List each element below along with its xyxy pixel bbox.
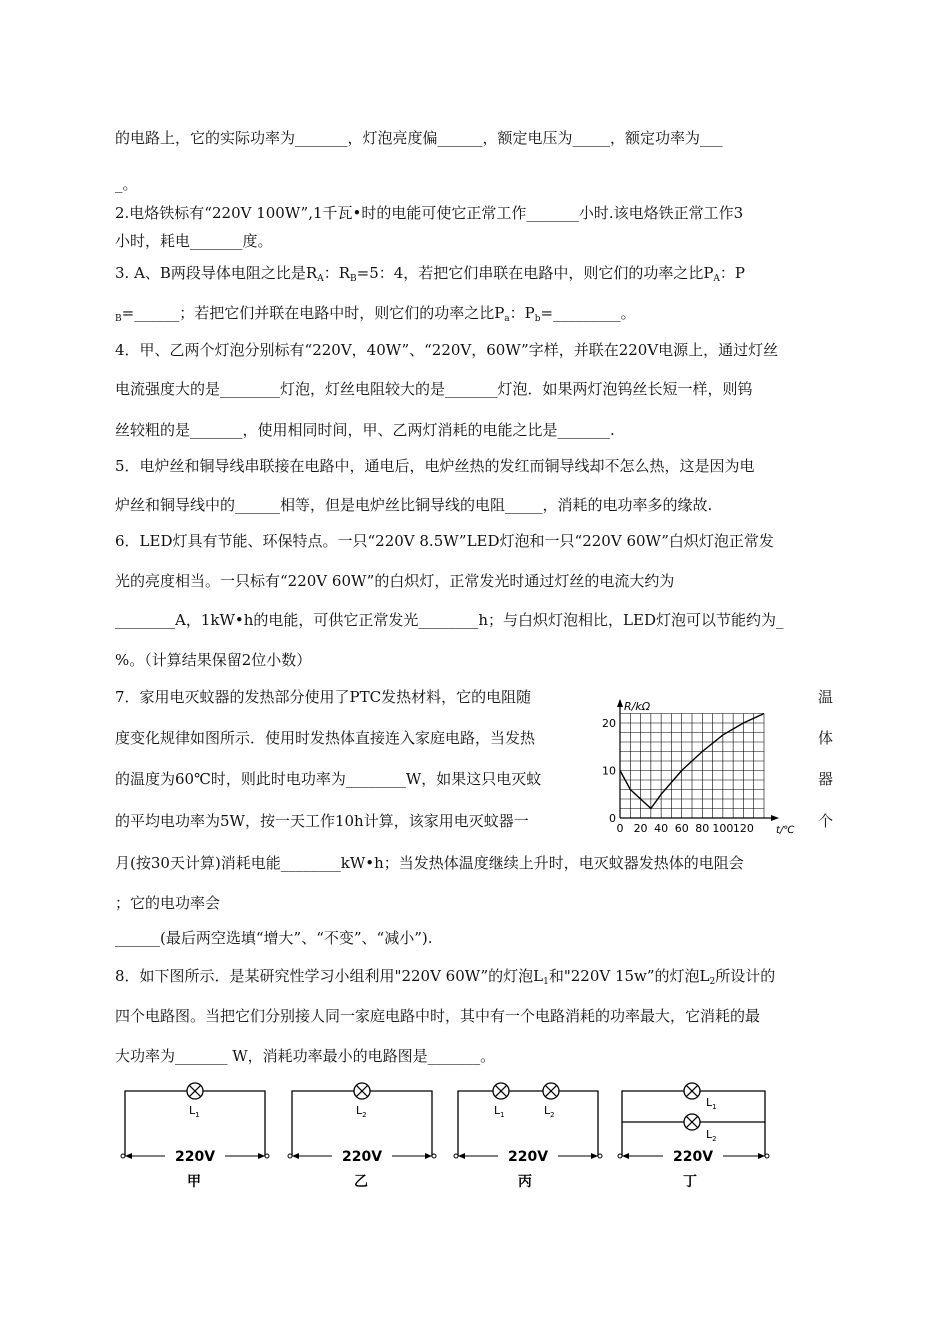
q7-line-6: ；它的电功率会 (115, 894, 221, 912)
x-tick-label: 120 (732, 822, 754, 835)
y-axis-label: R/kΩ (624, 700, 651, 713)
q6-line-3: ________A，1kW•h的电能，可供它正常发光________h；与白炽灯泡相比，LED灯泡可以节能约为_ (115, 611, 784, 629)
q7-line-7: ______(最后两空选填“增大”、“不变”、“减小”). (115, 929, 433, 947)
q1-line: 的电路上，它的实际功率为_______，灯泡亮度偏______，额定电压为_____，额定功率为___ (115, 129, 723, 147)
q6-line-2: 光的亮度相当。一只标有“220V 60W”的白炽灯，正常发光时通过灯丝的电流大约为 (115, 572, 675, 590)
q8-line-1: 8．如下图所示．是某研究性学习小组利用"220V 60W”的灯泡$L_1$和"220V 15w”的灯泡$L_2$所设计的 (115, 967, 776, 987)
q3-line-1: 3. A、B两段导体电阻之比是$R_A$：$R_B=5$：4，若把它们串联在电路中，则它们的功率之比$P_A$：P (115, 264, 746, 284)
x-tick-label: 80 (695, 822, 710, 835)
voltage-label: 220V (341, 1149, 383, 1165)
y-tick-label: 20 (602, 717, 616, 730)
q5-line-1: 5．电炉丝和铜导线串联接在电路中，通电后，电炉丝热的发红而铜导线却不怎么热，这是因为电 (115, 457, 755, 475)
svg-text:L2: $L_2$ (544, 1104, 555, 1119)
circuit-name: 乙 (354, 1174, 368, 1190)
voltage-label: 220V (672, 1149, 714, 1165)
q5-line-2: 炉丝和铜导线中的______相等，但是电炉丝比铜导线的电阻_____，消耗的电功率多的缘故. (115, 496, 713, 514)
lamp-icon (684, 1114, 700, 1130)
circuit-jia (121, 1083, 269, 1190)
lamp-icon (354, 1083, 370, 1099)
q7-line-1-right: 温 (818, 688, 834, 706)
q7-line-3: 的温度为60℃时，则此时电功率为________W，如果这只电灭蚊 (115, 770, 542, 788)
x-tick-label: 60 (674, 822, 689, 835)
x-tick-label: 20 (633, 822, 648, 835)
x-tick-label: 40 (654, 822, 669, 835)
svg-text:L1: $L_1$ (494, 1104, 505, 1119)
y-tick-label: 0 (609, 812, 616, 825)
voltage-label: 220V (507, 1149, 549, 1165)
q7-line-1: 7．家用电灭蚊器的发热部分使用了PTC发热材料，它的电阻随 (115, 688, 532, 706)
lamp-icon (493, 1083, 509, 1099)
circuit-diagrams (115, 1076, 775, 1191)
q2-line-2: 小时，耗电_______度。 (115, 232, 273, 250)
q7-line-4-right: 个 (818, 812, 834, 830)
lamp-icon (543, 1083, 559, 1099)
q7-line-2-right: 体 (818, 729, 834, 747)
q1-line-end: _。 (115, 175, 138, 193)
q7-line-2: 度变化规律如图所示．使用时发热体直接连入家庭电路，当发热 (115, 729, 536, 747)
circuit-bing (454, 1083, 602, 1190)
q4-line-1: 4．甲、乙两个灯泡分别标有“220V，40W”、“220V，60W”字样，并联在220V电源上，通过灯丝 (115, 341, 779, 359)
voltage-label: 220V (174, 1149, 216, 1165)
q4-line-3: 丝较粗的是_______，使用相同时间，甲、乙两灯消耗的电能之比是_______. (115, 421, 615, 439)
q7-line-3-right: 器 (818, 770, 834, 788)
x-axis-arrow (771, 815, 779, 821)
q4-line-2: 电流强度大的是________灯泡，灯丝电阻较大的是_______灯泡．如果两灯泡钨丝长短一样，则钨 (115, 380, 753, 398)
y-axis-arrow (617, 699, 623, 707)
resistance-temperature-graph (604, 700, 804, 835)
svg-text:L1: $L_1$ (706, 1096, 717, 1111)
q7-line-4: 的平均电功率为5W，按一天工作10h计算，该家用电灭蚊器一 (115, 812, 529, 830)
q3-line-2: $_B$=______；若把它们并联在电路中时，则它们的功率之比$P_a$：$P_b=\_\_\_\_\_\_\_\_\_$。 (115, 304, 636, 324)
circuit-yi (288, 1083, 436, 1190)
x-tick-label: 0 (616, 822, 624, 835)
graph-grid (620, 714, 764, 819)
lamp-icon (684, 1083, 700, 1099)
circuit-name: 丁 (683, 1174, 697, 1190)
q6-line-4: %。（计算结果保留2位小数） (115, 651, 312, 669)
circuit-ding (618, 1083, 769, 1190)
q6-line-1: 6．LED灯具有节能、环保特点。一只“220V 8.5W”LED灯泡和一只“220V 60W”白炽灯泡正常发 (115, 532, 774, 550)
circuit-name: 甲 (187, 1174, 201, 1190)
q7-line-5: 月(按30天计算)消耗电能________kW•h；当发热体温度继续上升时，电灭蚊器发热体的电阻会 (115, 854, 744, 872)
q2-line-1: 2.电烙铁标有“220V 100W”,1千瓦•时的电能可使它正常工作_______小时.该电烙铁正常工作3 (115, 204, 744, 222)
circuit-name: 丙 (518, 1174, 532, 1190)
svg-text:L1: $L_1$ (189, 1104, 200, 1119)
q8-line-3: 大功率为_______ W，消耗功率最小的电路图是_______。 (115, 1047, 496, 1065)
svg-text:L2: $L_2$ (706, 1128, 717, 1143)
x-axis-label: t/℃ (776, 825, 795, 836)
q8-line-2: 四个电路图。当把它们分别接人同一家庭电路中时，其中有一个电路消耗的功率最大，它消耗的最 (115, 1007, 761, 1025)
svg-text:L2: $L_2$ (356, 1104, 367, 1119)
lamp-icon (187, 1083, 203, 1099)
x-tick-label: 100 (712, 822, 734, 835)
y-tick-label: 10 (602, 764, 616, 778)
